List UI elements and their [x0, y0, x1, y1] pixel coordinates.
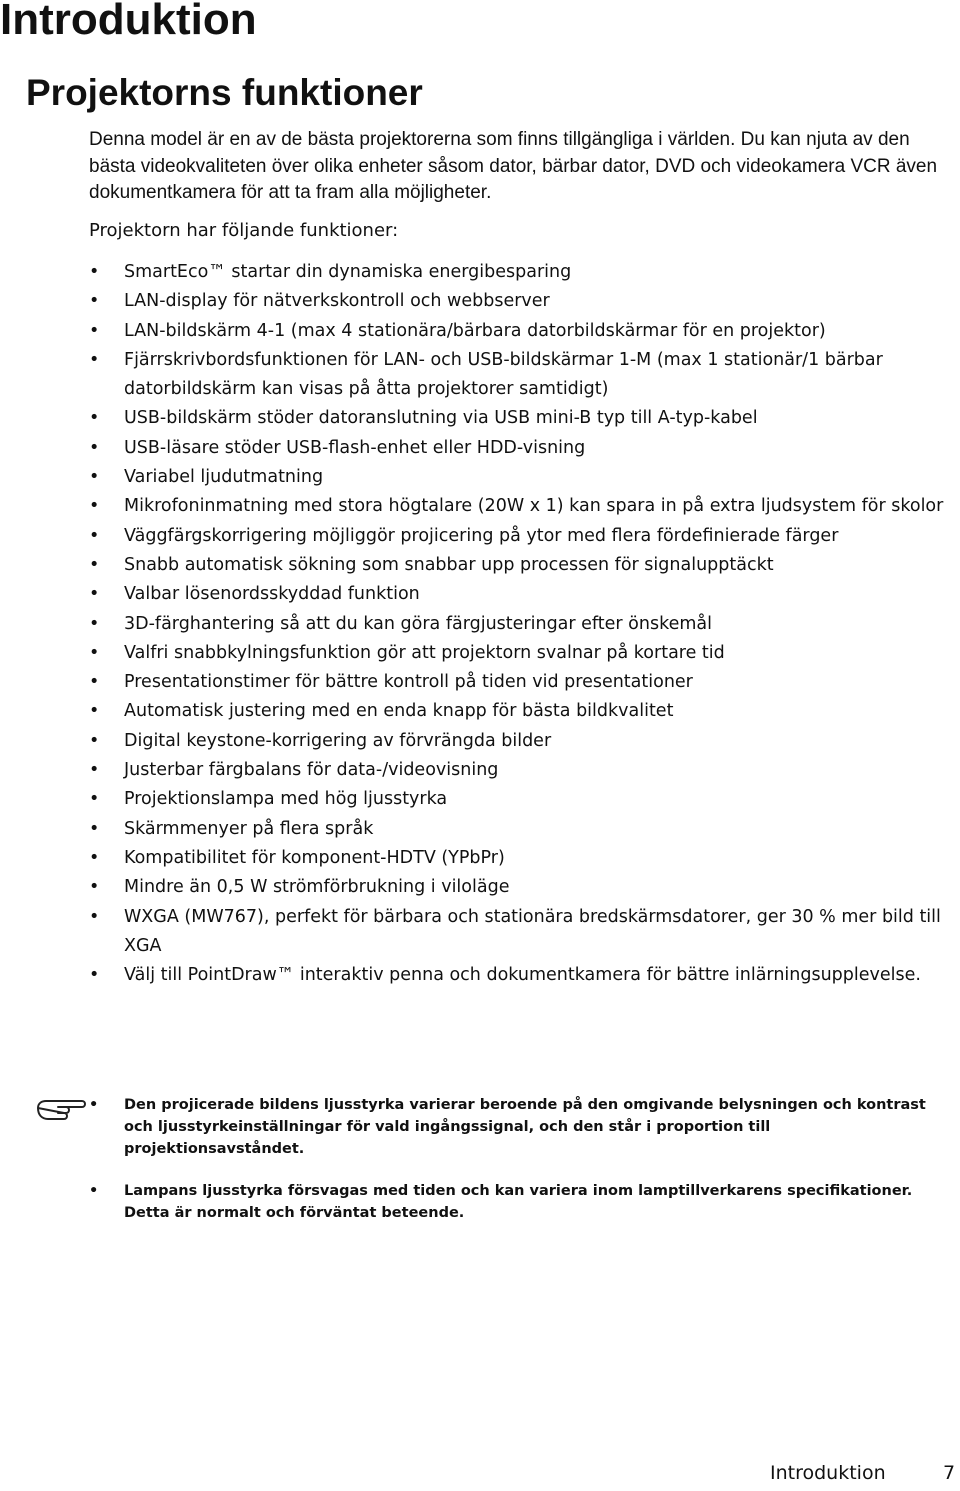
- bullet-icon: •: [89, 525, 100, 546]
- bullet-icon: •: [89, 554, 100, 575]
- bullet-icon: •: [89, 818, 100, 839]
- feature-text: USB-bildskärm stöder datoranslutning via USB mini-B typ till A-typ-kabel: [124, 408, 758, 429]
- feature-text: Mikrofoninmatning med stora högtalare (20W x 1) kan spara in på extra ljudsystem för skolor: [124, 496, 944, 517]
- bullet-icon: •: [89, 613, 100, 634]
- feature-text: Väggfärgskorrigering möjliggör projicering på ytor med flera fördefinierade färger: [124, 525, 839, 546]
- feature-item: [89, 492, 955, 521]
- features-lead: Projektorn har följande funktioner:: [89, 220, 399, 241]
- feature-item: [89, 346, 955, 405]
- feature-item: [89, 815, 955, 844]
- feature-text: Kompatibilitet för komponent-HDTV (YPbPr): [124, 847, 505, 868]
- feature-text: Snabb automatisk sökning som snabbar upp processen för signalupptäckt: [124, 554, 774, 575]
- feature-text: Automatisk justering med en enda knapp för bästa bildkvalitet: [124, 701, 674, 722]
- feature-item: [89, 580, 955, 609]
- feature-text: Mindre än 0,5 W strömförbrukning i viloläge: [124, 877, 510, 898]
- feature-text: Justerbar färgbalans för data-/videovisning: [124, 760, 499, 781]
- feature-text: Variabel ljudutmatning: [124, 467, 324, 488]
- feature-text: LAN-bildskärm 4-1 (max 4 stationära/bärbara datorbildskärmar för en projektor): [124, 320, 826, 341]
- feature-item: [89, 404, 955, 433]
- note-item: [89, 1180, 939, 1224]
- feature-text: WXGA (MW767), perfekt för bärbara och stationära bredskärmsdatorer, ger 30 % mer bild till XGA: [124, 906, 941, 956]
- pointing-hand-icon: [36, 1094, 86, 1122]
- bullet-icon: •: [89, 320, 100, 341]
- feature-item: [89, 961, 955, 990]
- bullet-icon: •: [89, 291, 100, 312]
- feature-text: Skärmmenyer på flera språk: [124, 818, 374, 839]
- feature-text: Projektionslampa med hög ljusstyrka: [124, 789, 448, 810]
- bullet-icon: •: [89, 496, 100, 517]
- feature-item: [89, 522, 955, 551]
- feature-item: [89, 903, 955, 962]
- note-list: [89, 1094, 939, 1244]
- bullet-icon: •: [89, 642, 100, 663]
- feature-text: Valbar lösenordsskyddad funktion: [124, 584, 420, 605]
- feature-item: [89, 434, 955, 463]
- feature-text: Valfri snabbkylningsfunktion gör att projektorn svalnar på kortare tid: [124, 642, 725, 663]
- bullet-icon: •: [89, 701, 100, 722]
- bullet-icon: •: [89, 262, 100, 282]
- feature-item: [89, 639, 955, 668]
- bullet-icon: •: [89, 408, 100, 429]
- footer-chapter-title: Introduktion: [770, 1462, 886, 1484]
- bullet-icon: •: [89, 584, 100, 605]
- bullet-icon: •: [89, 877, 100, 898]
- note-text: Den projicerade bildens ljusstyrka varierar beroende på den omgivande belysningen och kontrast och ljusstyrkeinställningar för vald ingångssignal, och den står i proportion till projektionsavståndet.: [124, 1097, 926, 1157]
- feature-item: [89, 756, 955, 785]
- feature-list: [89, 258, 955, 990]
- feature-text: Presentationstimer för bättre kontroll på tiden vid presentationer: [124, 672, 693, 693]
- feature-text: SmartEco™ startar din dynamiska energibesparing: [124, 262, 572, 282]
- bullet-icon: •: [89, 965, 100, 986]
- bullet-icon: •: [89, 1183, 99, 1199]
- bullet-icon: •: [89, 760, 100, 781]
- feature-item: [89, 697, 955, 726]
- page-footer: [0, 1461, 960, 1491]
- feature-item: [89, 258, 955, 287]
- feature-text: Digital keystone-korrigering av förvrängda bilder: [124, 730, 552, 751]
- feature-item: [89, 844, 955, 873]
- feature-text: Välj till PointDraw™ interaktiv penna och dokumentkamera för bättre inlärningsupplevelse.: [124, 965, 921, 986]
- feature-item: [89, 785, 955, 814]
- feature-item: [89, 610, 955, 639]
- feature-text: 3D-färghantering så att du kan göra färgjusteringar efter önskemål: [124, 613, 712, 634]
- page-number: 7: [943, 1462, 956, 1484]
- intro-paragraph: Denna model är en av de bästa projektorerna som finns tillgängliga i världen. Du kan njuta av den bästa videokvaliteten över olika enheter såsom dator, bärbar dator, DVD och videokamera VCR även dokumentkamera för att ta fram alla möjligheter.: [89, 129, 938, 203]
- feature-item: [89, 873, 955, 902]
- bullet-icon: •: [89, 672, 100, 693]
- note-item: [89, 1094, 939, 1160]
- feature-item: [89, 463, 955, 492]
- feature-item: [89, 317, 955, 346]
- note-text: Lampans ljusstyrka försvagas med tiden och kan variera inom lamptillverkarens specifikationer. Detta är normalt och förväntat beteende.: [124, 1183, 913, 1221]
- bullet-icon: •: [89, 1097, 99, 1113]
- chapter-title: Introduktion: [0, 0, 257, 44]
- feature-text: LAN-display för nätverkskontroll och webbserver: [124, 291, 550, 312]
- feature-item: [89, 668, 955, 697]
- feature-text: Fjärrskrivbordsfunktionen för LAN- och USB-bildskärmar 1-M (max 1 stationär/1 bärbar datorbildskärm kan visas på åtta projektorer samtidigt): [124, 349, 883, 400]
- bullet-icon: •: [89, 906, 100, 927]
- feature-text: USB-läsare stöder USB-flash-enhet eller HDD-visning: [124, 437, 586, 458]
- bullet-icon: •: [89, 437, 100, 458]
- bullet-icon: •: [89, 467, 100, 488]
- feature-item: [89, 287, 955, 316]
- feature-item: [89, 551, 955, 580]
- feature-item: [89, 727, 955, 756]
- bullet-icon: •: [89, 847, 100, 868]
- section-title: Projektorns funktioner: [26, 72, 423, 113]
- bullet-icon: •: [89, 730, 100, 751]
- bullet-icon: •: [89, 349, 100, 370]
- bullet-icon: •: [89, 789, 100, 810]
